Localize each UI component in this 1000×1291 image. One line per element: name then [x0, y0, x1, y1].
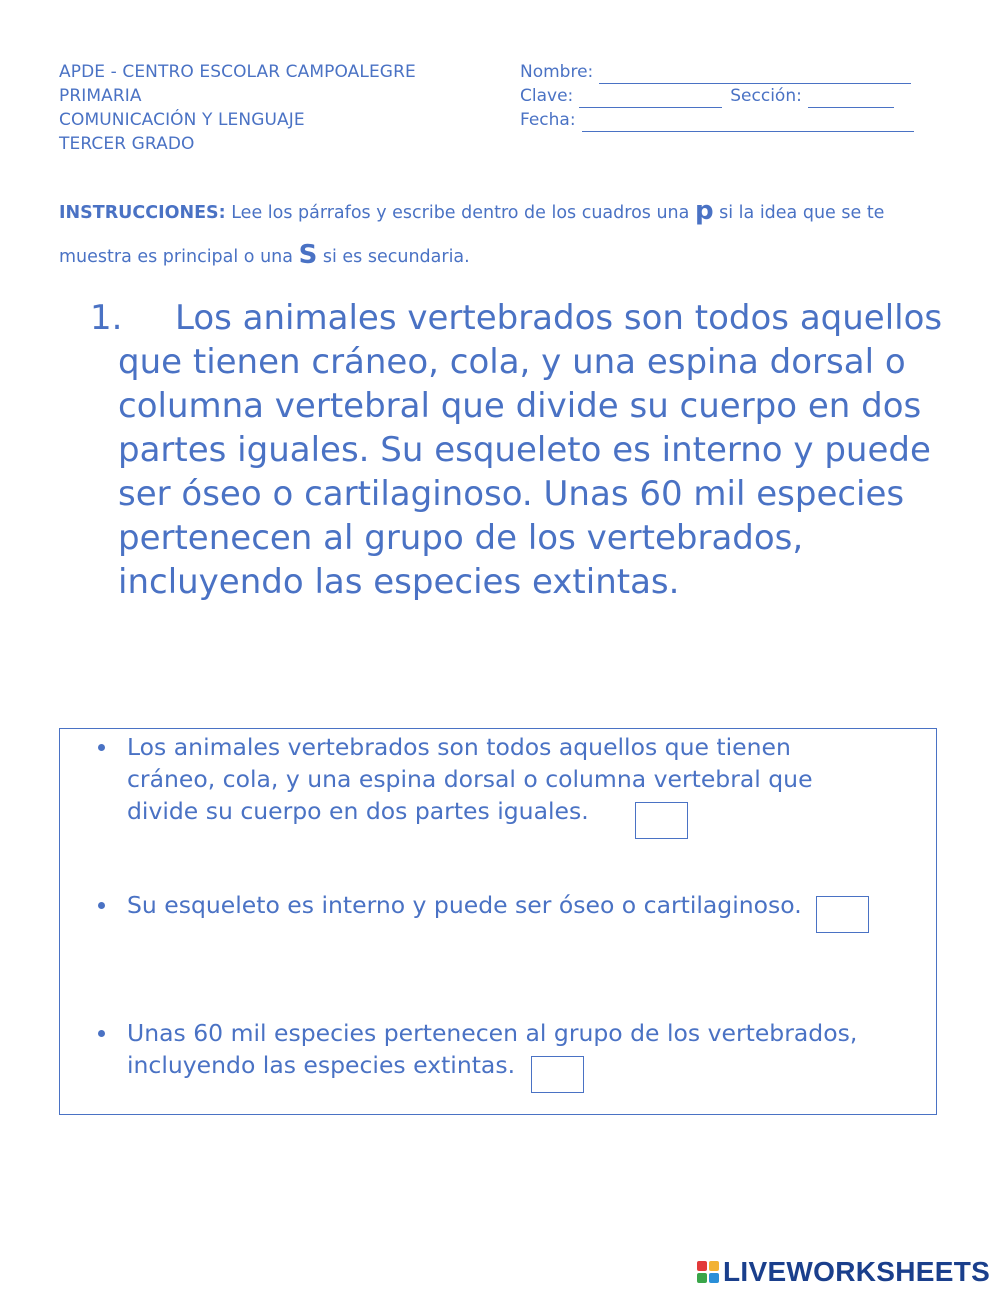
clave-label: Clave:: [520, 86, 574, 106]
instructions-label: INSTRUCCIONES:: [59, 203, 226, 223]
nombre-label: Nombre:: [520, 62, 594, 82]
school-name: APDE - CENTRO ESCOLAR CAMPOALEGRE: [59, 62, 416, 82]
answer-box-2[interactable]: [816, 896, 869, 933]
idea-2-line-1-wrap: [127, 889, 869, 933]
idea-2-line-1: Su esqueleto es interno y puede ser óseo o cartilaginoso.: [127, 891, 802, 919]
liveworksheets-logo[interactable]: [697, 1256, 990, 1288]
logo-text: LIVEWORKSHEETS: [723, 1256, 991, 1287]
seccion-field[interactable]: [808, 91, 894, 108]
idea-item-3: [98, 1017, 857, 1093]
clave-row: [520, 84, 914, 108]
logo-square-3: [697, 1273, 707, 1283]
bullet-icon: [98, 902, 105, 909]
seccion-label: Sección:: [730, 86, 802, 106]
logo-mark-icon: [697, 1261, 719, 1283]
bullet-icon: [98, 744, 105, 751]
student-info: [520, 60, 914, 132]
subject: COMUNICACIÓN Y LENGUAJE: [59, 110, 305, 130]
paragraph-text: Los animales vertebrados son todos aquellos que tienen cráneo, cola, y una espina dorsal o columna vertebral que divide su cuerpo en dos partes iguales. Su esqueleto es interno y puede ser óseo o cartilaginoso. Unas 60 mil especies pertenecen al grupo de los vertebrados, incluyendo las especies extintas.: [118, 298, 943, 602]
idea-3-line-1: Unas 60 mil especies pertenecen al grupo de los vertebrados,: [127, 1019, 858, 1047]
idea-1-line-3: divide su cuerpo en dos partes iguales.: [127, 797, 589, 825]
letter-p: p: [694, 196, 714, 226]
fecha-row: [520, 108, 914, 132]
instructions: [59, 190, 939, 278]
fecha-label: Fecha:: [520, 110, 576, 130]
idea-item-2: [98, 889, 869, 933]
reading-paragraph: [90, 296, 950, 604]
idea-1-line-2: cráneo, cola, y una espina dorsal o columna vertebral que: [127, 765, 813, 793]
grade: TERCER GRADO: [59, 134, 195, 154]
idea-3-line-2-wrap: [127, 1049, 857, 1093]
nombre-row: [520, 60, 914, 84]
logo-square-1: [697, 1261, 707, 1271]
answer-box-3[interactable]: [531, 1056, 584, 1093]
idea-item-1: [98, 731, 813, 839]
clave-field[interactable]: [579, 91, 722, 108]
nombre-field[interactable]: [599, 67, 911, 84]
logo-square-2: [709, 1261, 719, 1271]
logo-square-4: [709, 1273, 719, 1283]
idea-3-line-2: incluyendo las especies extintas.: [127, 1051, 516, 1079]
idea-1-line-1: Los animales vertebrados son todos aquellos que tienen: [127, 733, 791, 761]
school-header: [59, 60, 416, 156]
fecha-field[interactable]: [582, 115, 914, 132]
idea-1-line-3-wrap: [127, 795, 813, 839]
letter-s: S: [298, 240, 318, 270]
paragraph-number: 1.: [90, 298, 123, 338]
instructions-text-1: Lee los párrafos y escribe dentro de los cuadros una: [225, 203, 695, 223]
instructions-text-2: si la idea que se te muestra es principal o una: [59, 203, 885, 267]
ideas-box: [59, 728, 937, 1115]
answer-box-1[interactable]: [635, 802, 688, 839]
instructions-text-3: si es secundaria.: [317, 247, 470, 267]
level: PRIMARIA: [59, 86, 142, 106]
bullet-icon: [98, 1030, 105, 1037]
